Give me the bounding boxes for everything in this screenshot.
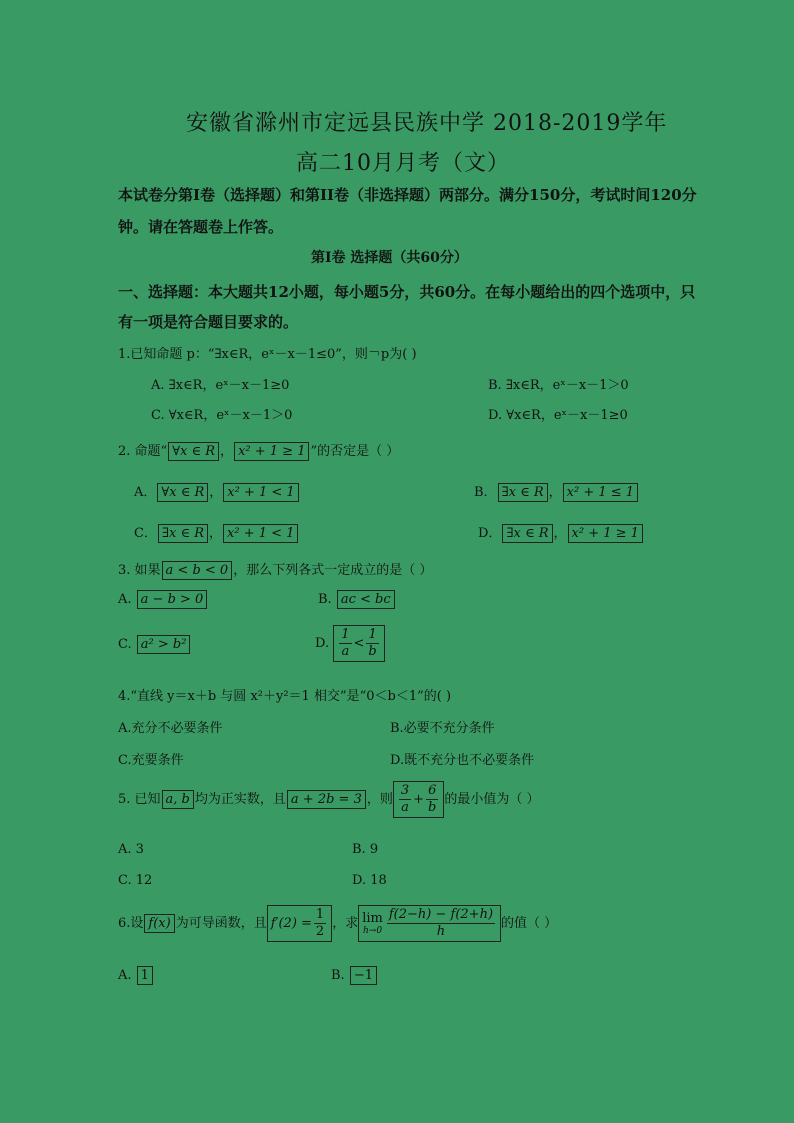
q3-d-num1: 1 (341, 627, 350, 642)
q2-option-a-formula2: x² + 1 < 1 (223, 483, 298, 502)
q5-stem (118, 781, 540, 818)
q4-option-a: A.充分不必要条件 (118, 721, 223, 736)
q3-option-a-label: A. (118, 592, 132, 607)
q2-option-d-formula2: x² + 1 ≥ 1 (568, 524, 643, 543)
intro-line1: 本试卷分第I卷（选择题）和第II卷（非选择题）两部分。满分150分，考试时间120分 (118, 186, 697, 204)
q2-option-d-label: D． (478, 526, 502, 541)
q2-option-b (474, 481, 639, 502)
q3-option-d-formula (333, 625, 385, 662)
q6-stem-mid: 为可导函数，且 (175, 916, 267, 931)
q6-limit-operator: lim (362, 910, 383, 926)
q6-limit-denominator: h (436, 924, 446, 939)
q3-d-den2: b (368, 644, 377, 659)
q5-option-d: D. 18 (352, 873, 387, 888)
q5-num1: 3 (400, 783, 410, 798)
q5-formula-vars: a, b (162, 790, 194, 809)
q2-option-a-sep: ， (209, 485, 223, 500)
q5-formula-constraint: a + 2b = 3 (287, 790, 366, 809)
q2-option-a-formula1: ∀x ∈ R (157, 483, 208, 502)
q4-option-c: C.充要条件 (118, 753, 184, 768)
section-instructions-line1: 一、选择题：本大题共12小题，每小题5分，共60分。在每小题给出的四个选项中，只 (118, 283, 696, 301)
q2-option-c-formula1: ∃x ∈ R (158, 524, 208, 543)
q2-option-b-formula1: ∃x ∈ R (498, 483, 548, 502)
q3-option-b (318, 590, 396, 609)
q1-option-a: A. ∃x∈R，eˣ－x－1≥0 (151, 378, 290, 393)
q5-stem-pre: 5. 已知 (118, 792, 161, 807)
q5-den1: a (401, 800, 409, 815)
q2-stem (118, 440, 399, 461)
q3-stem (118, 559, 432, 580)
q2-option-d (478, 522, 644, 543)
q6-stem (118, 905, 557, 942)
q5-stem-mid: 均为正实数，且 (194, 792, 286, 807)
q2-stem-pre: 2. 命题“ (118, 444, 168, 459)
q2-option-d-sep: ， (553, 526, 567, 541)
q2-option-c (134, 522, 299, 543)
q6-option-a-formula: 1 (137, 966, 153, 985)
q1-option-d: D. ∀x∈R，eˣ－x－1≥0 (488, 408, 628, 423)
q2-option-b-label: B． (474, 485, 497, 500)
q3-condition: a < b < 0 (162, 561, 233, 580)
q3-stem-post: ，那么下列各式一定成立的是（ ） (233, 563, 433, 578)
q1-option-b: B. ∃x∈R，eˣ－x－1＞0 (488, 378, 629, 393)
q3-option-b-label: B. (318, 592, 332, 607)
q5-num2: 6 (428, 783, 437, 798)
q2-option-d-formula1: ∃x ∈ R (502, 524, 552, 543)
q6-stem-pre: 6.设 (118, 916, 144, 931)
q3-option-c-label: C. (118, 637, 132, 652)
q2-option-c-sep: ， (209, 526, 223, 541)
q3-option-d (315, 625, 385, 662)
q1-stem: 1.已知命题 p：“∃x∈R，eˣ－x－1≤0”，则￢p为( ) (118, 347, 417, 362)
q6-option-a (118, 966, 154, 985)
q2-stem-sep: ， (220, 444, 234, 459)
q2-option-b-formula2: x² + 1 ≤ 1 (563, 483, 638, 502)
q3-option-a-formula: a − b > 0 (137, 590, 208, 609)
q6-formula-function: f(x) (144, 914, 174, 933)
q6-derivative-lhs: f′(2) = (270, 916, 312, 931)
q2-formula-inequality: x² + 1 ≥ 1 (234, 442, 309, 461)
q1-option-c: C. ∀x∈R，eˣ－x－1＞0 (151, 408, 293, 423)
q5-stem-mid2: ，则 (366, 792, 393, 807)
q2-option-a (134, 481, 300, 502)
q6-option-b (331, 966, 378, 985)
q5-plus: + (413, 792, 425, 807)
q5-stem-post: 的最小值为（ ） (444, 792, 540, 807)
q5-formula-expression (393, 781, 445, 818)
q6-option-b-formula: −1 (350, 966, 377, 985)
q6-formula-derivative (267, 905, 332, 942)
page-title-line2: 高二10月月考（文） (296, 151, 510, 176)
q2-option-c-label: C． (134, 526, 157, 541)
q2-option-a-label: A． (134, 485, 157, 500)
section-heading: 第I卷 选择题（共60分） (311, 250, 468, 266)
q6-limit-numerator: f(2−h) − f(2+h) (388, 907, 494, 922)
q3-option-c-formula: a² > b² (137, 635, 191, 654)
intro-line2: 钟。请在答题卷上作答。 (118, 218, 284, 236)
q6-limit-subscript: h→0 (363, 925, 383, 936)
q3-stem-pre: 3. 如果 (118, 563, 161, 578)
q5-option-b: B. 9 (352, 842, 379, 857)
q2-option-c-formula2: x² + 1 < 1 (223, 524, 298, 543)
q6-option-b-label: B. (331, 968, 345, 983)
page-title-line1: 安徽省滁州市定远县民族中学 2018-2019学年 (186, 111, 668, 136)
q5-option-a: A. 3 (118, 842, 144, 857)
q4-option-d: D.既不充分也不必要条件 (390, 753, 535, 768)
q6-stem-mid2: ，求 (332, 916, 359, 931)
q6-option-a-label: A. (118, 968, 132, 983)
q3-d-relation: < (353, 636, 365, 651)
q4-stem: 4.“直线 y＝x＋b 与圆 x²＋y²＝1 相交”是“0＜b＜1”的( ) (118, 689, 452, 704)
q2-formula-quantifier: ∀x ∈ R (168, 442, 219, 461)
q4-option-b: B.必要不充分条件 (390, 721, 495, 736)
section-instructions-line2: 有一项是符合题目要求的。 (118, 313, 299, 331)
q6-stem-post: 的值（ ） (501, 916, 558, 931)
q3-option-b-formula: ac < bc (337, 590, 395, 609)
q5-option-c: C. 12 (118, 873, 153, 888)
q2-stem-post: ”的否定是（ ） (310, 444, 400, 459)
q3-d-num2: 1 (368, 627, 377, 642)
q3-option-d-label: D. (315, 636, 330, 651)
q6-derivative-num: 1 (315, 907, 325, 922)
q3-option-c (118, 635, 191, 654)
q3-option-a (118, 590, 208, 609)
q6-derivative-den: 2 (315, 924, 325, 939)
q3-d-den1: a (341, 644, 350, 659)
q6-formula-limit (358, 905, 501, 942)
q2-option-b-sep: ， (548, 485, 562, 500)
q5-den2: b (428, 800, 437, 815)
